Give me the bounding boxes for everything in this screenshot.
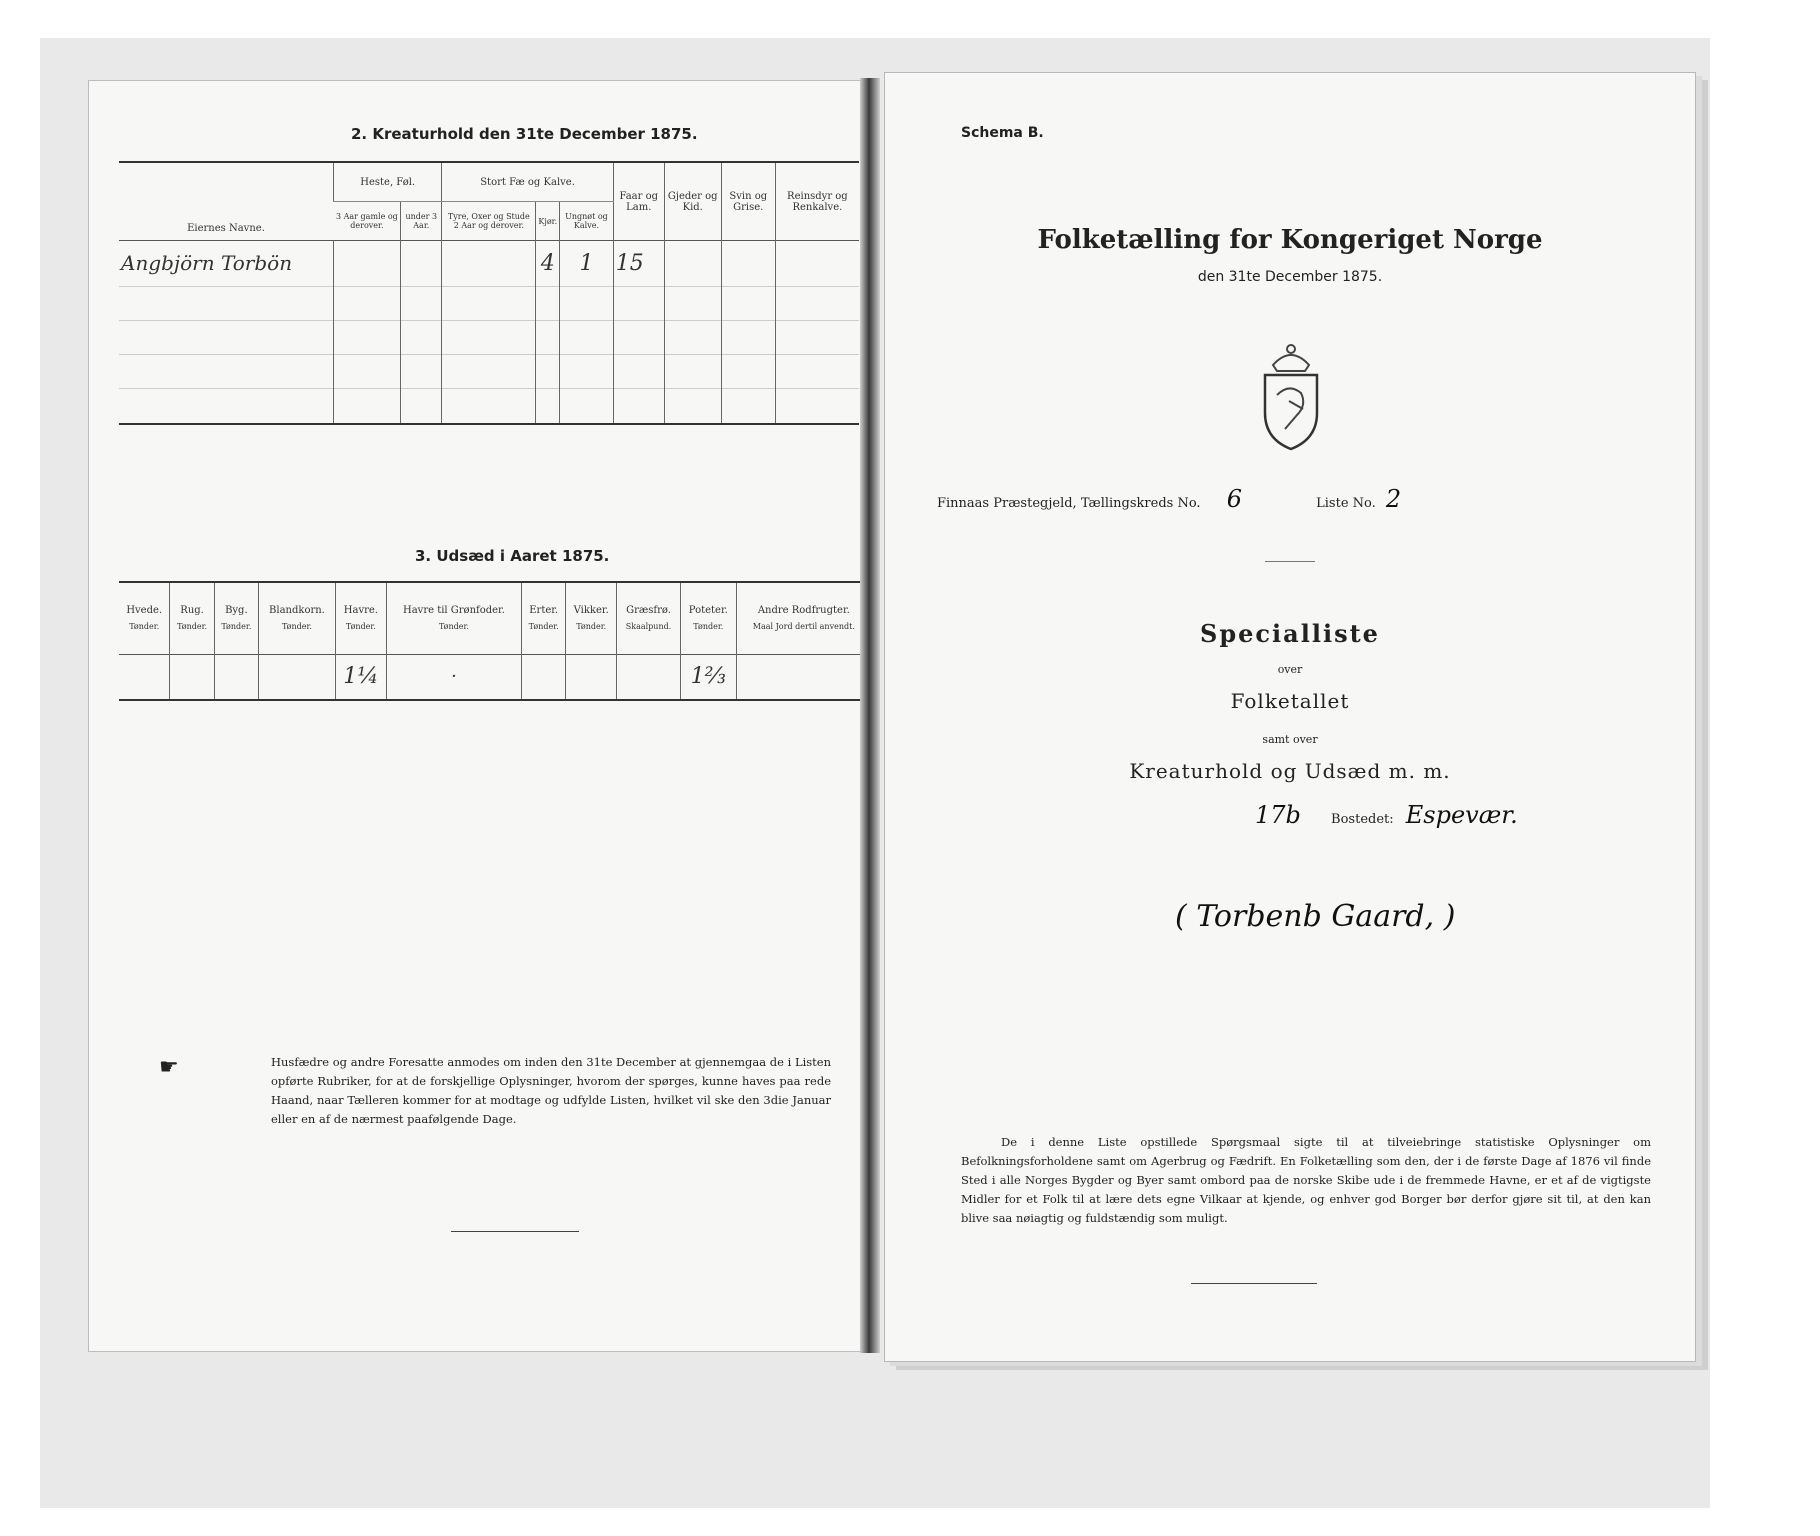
poteter-cell: 1⅔ (680, 654, 736, 699)
section3-title: 3. Udsæd i Aaret 1875. (415, 547, 610, 565)
sowing-col-header (566, 583, 617, 654)
sowing-col-name: Andre Rodfrugter. (757, 605, 850, 617)
sowing-col-unit: Tønder. (438, 622, 469, 632)
census-title: Folketælling for Kongeriget Norge (1037, 225, 1543, 255)
left-end-rule (451, 1231, 579, 1232)
reinsdyr-header: Reinsdyr og Renkalve. (775, 163, 859, 241)
left-notice: Husfædre og andre Foresatte anmodes om inden den 31te December at gjennemgaa de i Listen opførte Rubriker, for at de forskjellige Oplysninger, hvorom der spørges, kunne haves paa rede Haand, naar Tælleren kommer for at modtage og udfylde Listen, hvilket vil ske den 3die Januar eller en af de nærmest paafølgende Dage. (271, 1055, 831, 1126)
ungnod-cell: 1 (560, 241, 614, 287)
sowing-col-name: Vikker. (573, 605, 609, 617)
section2-bottom-rule (119, 423, 859, 425)
faar-cell: 15 (613, 241, 664, 287)
sowing-col-header (170, 583, 214, 654)
sowing-col-name: Blandkorn. (269, 605, 325, 617)
list-label: Liste No. (1316, 496, 1376, 511)
district-number: 6 (1226, 485, 1242, 513)
bostedet-value: Espevær. (1405, 801, 1518, 829)
kjor-header: Kjør. (536, 202, 560, 241)
specialliste-heading: Specialliste (1200, 619, 1380, 648)
left-page (88, 80, 872, 1352)
sowing-col-unit: Tønder. (693, 622, 724, 632)
livestock-table (119, 163, 859, 423)
faar-header: Faar og Lam. (613, 163, 664, 241)
sowing-col-unit: Tønder. (345, 622, 376, 632)
book-spine (860, 78, 880, 1353)
sowing-col-header (335, 583, 386, 654)
sowing-col-unit: Tønder. (528, 622, 559, 632)
owner-header: Eiernes Navne. (187, 223, 265, 235)
sowing-col-header (214, 583, 258, 654)
owner-cell: Angbjörn Torbön (121, 251, 293, 276)
pointing-hand-icon: ☛ (159, 1055, 179, 1080)
small-rule (1265, 561, 1315, 562)
sowing-col-unit: Skaalpund. (625, 622, 672, 632)
sowing-col-name: Erter. (529, 605, 559, 617)
gronfoder-cell: · (386, 654, 521, 699)
sowing-col-name: Havre til Grønfoder. (402, 605, 505, 617)
house-number: 17b (1255, 801, 1301, 829)
samt-over-text: samt over (1262, 733, 1318, 746)
heste-under3-header: under 3 Aar. (401, 202, 442, 241)
sowing-col-unit: Tønder. (177, 622, 208, 632)
folketallet-text: Folketallet (1230, 689, 1350, 713)
census-date: den 31te December 1875. (1197, 269, 1383, 285)
table-row (119, 241, 859, 287)
tyre-header: Tyre, Oxer og Stude 2 Aar og derover. (442, 202, 536, 241)
district-label: Tællingskreds No. (1080, 496, 1201, 511)
heste-3aar-header: 3 Aar gamle og derover. (336, 212, 398, 231)
sowing-col-header (680, 583, 736, 654)
kreaturhold-text: Kreaturhold og Udsæd m. m. (1129, 759, 1451, 783)
heste-header: Heste, Føl. (334, 163, 442, 202)
sowing-col-unit: Tønder. (281, 622, 312, 632)
gjeder-header: Gjeder og Kid. (664, 163, 721, 241)
sowing-col-unit: Maal Jord dertil anvendt. (752, 622, 855, 632)
coat-of-arms-icon (1251, 335, 1331, 453)
sowing-col-header (259, 583, 336, 654)
sowing-col-name: Havre. (343, 605, 378, 617)
sowing-col-unit: Tønder. (576, 622, 607, 632)
farm-name: ( Torbenb Gaard, ) (1175, 899, 1456, 934)
parish-name: Finnaas (937, 496, 990, 511)
sowing-col-name: Rug. (180, 605, 204, 617)
section2-title: 2. Kreaturhold den 31te December 1875. (351, 125, 698, 143)
right-end-rule (1191, 1283, 1317, 1284)
right-notice: De i denne Liste opstillede Spørgsmaal sigte til at tilveiebringe statistiske Oplysninger om Befolkningsforholdene samt om Agerbrug og Fædrift. En Folketælling som den, der i de første Dage af 1876 vil finde Sted i alle Norges Bygder og Byer samt ombord paa de norske Skibe ude i de fremmede Havne, er et af de vigtigste Midler for et Folk til at lære dets egne Vilkaar at kjende, og enhver god Borger bør derfor gjøre sit til, at den kan blive saa nøiagtig og fuldstændig som muligt. (961, 1135, 1651, 1225)
sowing-table (119, 583, 871, 699)
parish-label: Præstegjeld, (993, 496, 1077, 511)
kjor-cell: 4 (536, 241, 560, 287)
sowing-col-header (522, 583, 566, 654)
parish-line (937, 485, 1677, 513)
list-number: 2 (1385, 485, 1402, 513)
sowing-col-header (386, 583, 521, 654)
stort-fae-header: Stort Fæ og Kalve. (442, 163, 613, 202)
sowing-col-header (119, 583, 170, 654)
table-row (119, 654, 871, 699)
sowing-col-unit: Tønder. (221, 622, 252, 632)
right-page (884, 72, 1696, 1362)
svin-header: Svin og Grise. (721, 163, 775, 241)
sowing-col-header (736, 583, 871, 654)
bostedet-label: Bostedet: (1331, 812, 1394, 827)
schema-label: Schema B. (961, 125, 1044, 141)
ungnod-header: Ungnøt og Kalve. (560, 202, 614, 241)
sowing-col-name: Hvede. (126, 605, 163, 617)
sowing-col-name: Byg. (225, 605, 248, 617)
over-text: over (1277, 663, 1303, 676)
house-line (1255, 801, 1518, 829)
sowing-col-header (617, 583, 681, 654)
sowing-col-name: Græsfrø. (626, 605, 671, 617)
section3-bottom-rule (119, 699, 871, 701)
sowing-col-name: Poteter. (688, 605, 728, 617)
havre-cell: 1¼ (335, 654, 386, 699)
sowing-col-unit: Tønder. (129, 622, 160, 632)
